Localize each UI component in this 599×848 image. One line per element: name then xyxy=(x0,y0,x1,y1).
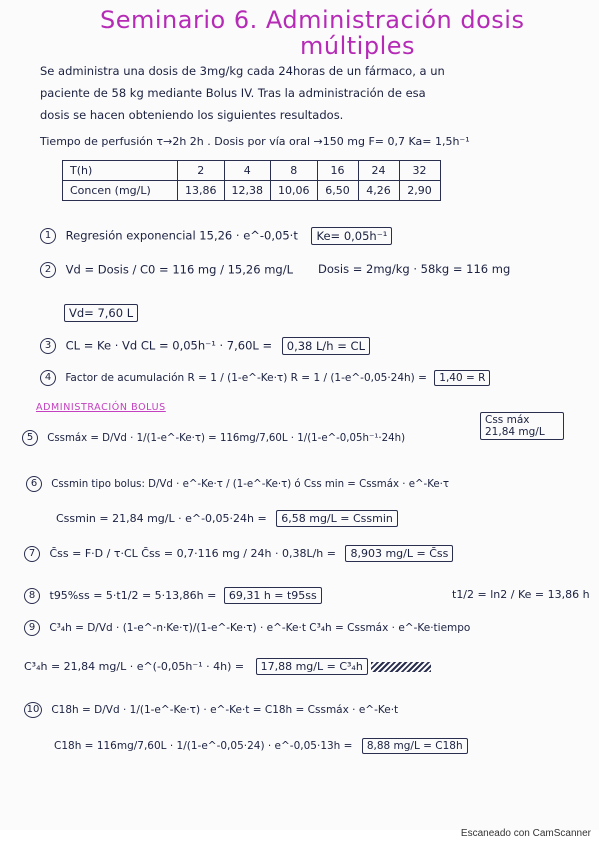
table-cell: 2 xyxy=(178,161,225,181)
item-10-calc xyxy=(54,740,468,752)
scanner-watermark: Escaneado con CamScanner xyxy=(460,828,591,839)
result-box: 69,31 h = t95ss xyxy=(224,587,322,604)
table-row xyxy=(63,181,441,201)
title-line-2: múltiples xyxy=(300,32,416,60)
item-6-calc xyxy=(56,512,398,525)
item-text: t95%ss = 5·t1/2 = 5·13,86h = xyxy=(49,589,217,602)
title-line-1: Seminario 6. Administración dosis xyxy=(100,6,525,34)
result-box: 8,903 mg/L = C̄ss xyxy=(345,545,453,562)
item-number: 9 xyxy=(24,620,40,636)
item-2-result xyxy=(64,306,138,320)
table-cell: 6,50 xyxy=(317,181,358,201)
item-text: C³₄h = D/Vd · (1-e^-n·Ke·τ)/(1-e^-Ke·τ) · e^-Ke·t C³₄h = Cssmáx · e^-Ke·tiempo xyxy=(49,622,471,634)
result-box: 6,58 mg/L = Cssmin xyxy=(276,510,398,527)
dose-calc: Dosis = 2mg/kg · 58kg = 116 mg xyxy=(318,262,511,276)
item-number: 1 xyxy=(40,228,56,244)
item-7 xyxy=(24,546,453,562)
table-cell: 4,26 xyxy=(358,181,399,201)
item-number: 7 xyxy=(24,546,40,562)
table-cell: T(h) xyxy=(63,161,178,181)
item-number: 5 xyxy=(22,430,38,446)
result-box: Css máx 21,84 mg/L xyxy=(480,412,564,440)
table-cell: 24 xyxy=(358,161,399,181)
result-box: 8,88 mg/L = C18h xyxy=(362,738,468,754)
result-box: Ke= 0,05h⁻¹ xyxy=(311,227,392,245)
result-box: 1,40 = R xyxy=(434,370,490,386)
table-cell: 8 xyxy=(271,161,318,181)
table-cell: 13,86 xyxy=(178,181,225,201)
item-text: C18h = 116mg/7,60L · 1/(1-e^-0,05·24) · e^-0,05·13h = xyxy=(54,740,353,752)
item-5 xyxy=(22,430,405,446)
scribble-mark xyxy=(371,662,431,672)
item-number: 2 xyxy=(40,262,56,278)
perfusion-line: Tiempo de perfusión τ→2h 2h . Dosis por vía oral →150 mg F= 0,7 Ka= 1,5h⁻¹ xyxy=(40,135,470,148)
item-3 xyxy=(40,338,370,354)
item-text: Cssmin tipo bolus: D/Vd · e^-Ke·τ / (1-e^-Ke·τ) ó Css min = Cssmáx · e^-Ke·τ xyxy=(51,479,450,490)
half-life-calc: t1/2 = ln2 / Ke = 13,86 h xyxy=(452,588,590,601)
item-text: Cssmin = 21,84 mg/L · e^-0,05·24h = xyxy=(56,512,267,525)
item-number: 6 xyxy=(26,476,42,492)
item-text: C18h = D/Vd · 1/(1-e^-Ke·τ) · e^-Ke·t = C18h = Cssmáx · e^-Ke·t xyxy=(51,704,399,716)
item-text: Regresión exponencial 15,26 · e^-0,05·t xyxy=(65,228,298,243)
item-text: C³₄h = 21,84 mg/L · e^(-0,05h⁻¹ · 4h) = xyxy=(24,660,245,673)
item-text: Vd = Dosis / C0 = 116 mg / 15,26 mg/L xyxy=(65,262,293,277)
item-text: Factor de acumulación R = 1 / (1-e^-Ke·τ) R = 1 / (1-e^-0,05·24h) = xyxy=(65,372,427,384)
table-cell: 12,38 xyxy=(224,181,271,201)
item-8 xyxy=(24,588,322,604)
result-box: Vd= 7,60 L xyxy=(64,304,138,322)
intro-line-2: paciente de 58 kg mediante Bolus IV. Tras la administración de esa xyxy=(40,86,426,100)
table-cell: 2,90 xyxy=(399,181,440,201)
table-cell: 16 xyxy=(317,161,358,181)
item-number: 3 xyxy=(40,338,56,354)
item-9 xyxy=(24,620,470,636)
item-10 xyxy=(24,702,398,718)
result-box: 17,88 mg/L = C³₄h xyxy=(256,658,368,675)
item-6 xyxy=(26,476,449,492)
data-table xyxy=(62,160,441,201)
table-cell: 4 xyxy=(224,161,271,181)
item-4 xyxy=(40,370,490,386)
item-9-calc xyxy=(24,660,431,673)
item-number: 8 xyxy=(24,588,40,604)
item-number: 4 xyxy=(40,370,56,386)
result-box: 0,38 L/h = CL xyxy=(282,337,370,355)
item-text: Cssmáx = D/Vd · 1/(1-e^-Ke·τ) = 116mg/7,60L · 1/(1-e^-0,05h⁻¹·24h) xyxy=(47,433,406,444)
table-cell: Concen (mg/L) xyxy=(63,181,178,201)
intro-line-1: Se administra una dosis de 3mg/kg cada 24horas de un fármaco, a un xyxy=(40,64,445,78)
table-row xyxy=(63,161,441,181)
item-1 xyxy=(40,228,392,244)
item-number: 10 xyxy=(24,702,42,718)
item-5-result xyxy=(480,412,564,440)
item-text: C̄ss = F·D / τ·CL C̄ss = 0,7·116 mg / 24h · 0,38L/h = xyxy=(49,547,336,560)
section-bolus: ADMINISTRACIÓN BOLUS xyxy=(36,402,166,413)
intro-line-3: dosis se hacen obteniendo los siguientes resultados. xyxy=(40,108,344,122)
table-cell: 32 xyxy=(399,161,440,181)
item-2 xyxy=(40,262,293,278)
table-cell: 10,06 xyxy=(271,181,318,201)
item-text: CL = Ke · Vd CL = 0,05h⁻¹ · 7,60L = xyxy=(65,338,273,353)
page-title xyxy=(100,6,570,60)
